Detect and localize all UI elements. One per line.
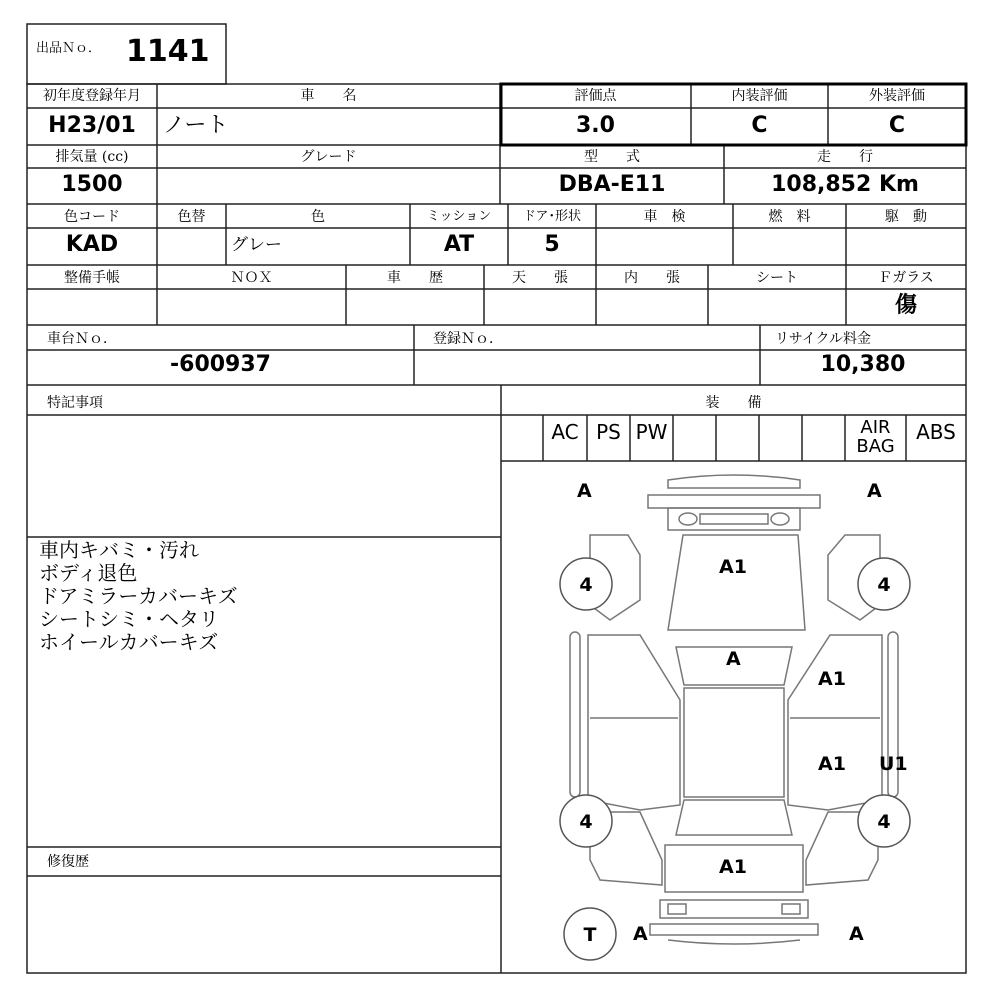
front-glass-label: Ｆガラス bbox=[878, 270, 934, 286]
color-label: 色 bbox=[311, 209, 325, 225]
recycle-fee-label: リサイクル料金 bbox=[775, 331, 872, 347]
equipment-ps: PS bbox=[596, 420, 621, 444]
first-registration-value: H23/01 bbox=[48, 113, 136, 138]
grille-outline bbox=[668, 508, 800, 530]
vehicle-history-label: 車 歴 bbox=[387, 270, 443, 286]
drive-label: 駆 動 bbox=[885, 209, 927, 225]
displacement-label: 排気量 (cc) bbox=[55, 149, 129, 165]
first-registration-label: 初年度登録年月 bbox=[43, 88, 141, 104]
grade-label: グレード bbox=[300, 149, 357, 165]
hood-outline bbox=[668, 535, 805, 630]
chassis-number-label: 車台Ｎｏ． bbox=[47, 331, 117, 347]
seat-label: シート bbox=[756, 270, 798, 286]
equipment-pw: PW bbox=[635, 420, 668, 444]
rear-window-outline bbox=[676, 800, 792, 835]
lot-number: 1141 bbox=[126, 34, 210, 69]
mark-tailgate: A1 bbox=[719, 856, 747, 878]
lot-label: 出品Ｎｏ． bbox=[36, 41, 102, 56]
equipment-airbag: AIR BAG bbox=[856, 417, 895, 457]
mileage-label: 走 行 bbox=[817, 149, 873, 165]
doors-label: ドア･形状 bbox=[522, 209, 582, 224]
registration-number-label: 登録Ｎｏ． bbox=[433, 331, 503, 347]
mileage-value: 108,852 Km bbox=[771, 172, 919, 197]
doors-value: 5 bbox=[544, 232, 560, 257]
left-doors-outline bbox=[588, 635, 680, 810]
service-book-label: 整備手帳 bbox=[64, 270, 120, 286]
roof-outline bbox=[684, 688, 784, 797]
mark-rear-left: A bbox=[633, 923, 648, 945]
color-value: グレー bbox=[231, 235, 282, 255]
exterior-grade-label: 外装評価 bbox=[869, 88, 925, 104]
interior-grade-label: 内装評価 bbox=[731, 88, 788, 104]
equipment-abs: ABS bbox=[916, 420, 956, 444]
mark-right-quarter: U1 bbox=[879, 753, 908, 775]
tire-rear-right-label: 4 bbox=[877, 811, 891, 833]
headliner-label: 天 張 bbox=[512, 270, 568, 286]
recycle-fee-value: 10,380 bbox=[820, 352, 906, 377]
mark-rear-right: A bbox=[849, 923, 864, 945]
equipment-ac: AC bbox=[551, 420, 579, 444]
repair-history-label: 修復歴 bbox=[47, 854, 89, 870]
note-line: シートシミ・ヘタリ bbox=[39, 607, 219, 631]
spare-tire-label: T bbox=[583, 924, 597, 946]
chassis-number-value: -600937 bbox=[170, 352, 271, 377]
tire-front-left-label: 4 bbox=[579, 574, 593, 596]
note-line: 車内キバミ・汚れ bbox=[39, 538, 199, 562]
note-line: ドアミラーカバーキズ bbox=[39, 584, 238, 608]
model-code-label: 型 式 bbox=[584, 149, 640, 165]
color-code-value: KAD bbox=[65, 232, 119, 257]
inspection-label: 車 検 bbox=[643, 209, 686, 225]
note-line: ホイールカバーキズ bbox=[39, 630, 219, 654]
front-glass-value: 傷 bbox=[894, 292, 917, 318]
front-bumper-outline bbox=[668, 475, 800, 488]
exterior-grade-value: C bbox=[888, 113, 906, 138]
nox-label: ＮＯＸ bbox=[230, 270, 273, 286]
note-line: ボディ退色 bbox=[39, 561, 138, 585]
color-code-label: 色コード bbox=[64, 209, 120, 225]
mark-right-rear-door: A1 bbox=[818, 753, 846, 775]
tire-rear-left-label: 4 bbox=[579, 811, 593, 833]
score-value: 3.0 bbox=[576, 113, 615, 138]
repaint-label: 色替 bbox=[177, 209, 206, 225]
special-notes-label: 特記事項 bbox=[47, 395, 103, 411]
interior-grade-value: C bbox=[751, 113, 768, 138]
mark-right-front-door: A1 bbox=[818, 668, 846, 690]
score-label: 評価点 bbox=[574, 88, 617, 104]
mark-hood: A1 bbox=[719, 556, 747, 578]
transmission-label: ミッション bbox=[426, 209, 492, 224]
transmission-value: AT bbox=[443, 232, 475, 257]
mark-windshield: A bbox=[726, 648, 741, 670]
car-name-label: 車 名 bbox=[300, 88, 357, 104]
fuel-label: 燃 料 bbox=[768, 209, 811, 225]
rear-bumper-outline bbox=[660, 900, 808, 918]
car-name-value: ノート bbox=[163, 113, 229, 138]
mark-front-left: A bbox=[577, 480, 592, 502]
model-code-value: DBA-E11 bbox=[558, 172, 666, 197]
tire-front-right-label: 4 bbox=[877, 574, 891, 596]
mark-front-right: A bbox=[867, 480, 882, 502]
right-doors-outline bbox=[788, 635, 882, 810]
displacement-value: 1500 bbox=[61, 172, 123, 197]
equipment-label: 装 備 bbox=[705, 395, 762, 411]
interior-trim-label: 内 張 bbox=[624, 270, 680, 286]
